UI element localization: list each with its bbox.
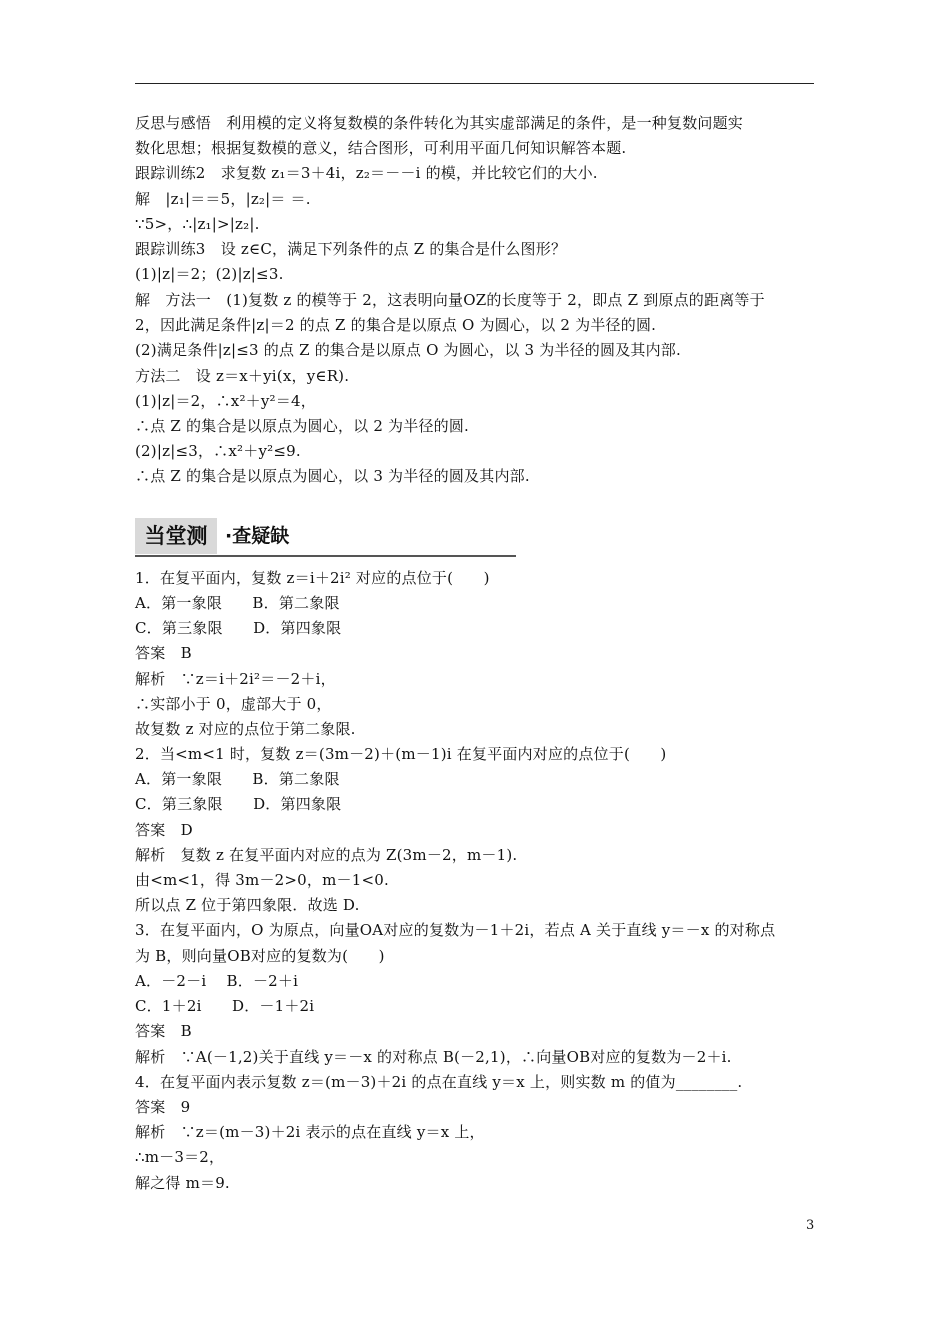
text-line: (1)|z|＝2；(2)|z|≤3.: [135, 265, 284, 283]
section-header: [135, 516, 516, 556]
text-line: 方法二 设 z＝x＋yi(x，y∈R).: [135, 367, 350, 385]
text-line: (2)|z|≤3，∴x²＋y²≤9.: [135, 442, 301, 460]
text-line: 解之得 m＝9.: [135, 1174, 230, 1192]
text-line: A．第一象限 B．第二象限: [135, 770, 340, 788]
text-line: ∵5>，∴|z₁|>|z₂|.: [135, 215, 260, 233]
text-line: 反思与感悟 利用模的定义将复数模的条件转化为其实虚部满足的条件，是一种复数问题实: [135, 114, 744, 132]
text-line: 为 B，则向量OB对应的复数为( ): [135, 947, 385, 965]
header-rule: [135, 83, 814, 84]
text-line: 跟踪训练3 设 z∈C，满足下列条件的点 Z 的集合是什么图形？: [135, 240, 567, 258]
text-line: 由<m<1，得 3m－2>0，m－1<0.: [135, 871, 389, 889]
text-line: 答案 B: [135, 1022, 192, 1040]
text-line: 2．当<m<1 时，复数 z＝(3m－2)＋(m－1)i 在复平面内对应的点位于( ): [135, 745, 667, 763]
text-line: A．第一象限 B．第二象限: [135, 594, 340, 612]
section-underline: [135, 555, 516, 557]
text-line: 答案 9: [135, 1098, 191, 1116]
text-line: (1)|z|＝2，∴x²＋y²＝4，: [135, 392, 316, 410]
text-line: C．第三象限 D．第四象限: [135, 619, 342, 637]
text-line: 4．在复平面内表示复数 z＝(m－3)＋2i 的点在直线 y＝x 上，则实数 m 的值为________.: [135, 1073, 743, 1091]
text-line: (2)满足条件|z|≤3 的点 Z 的集合是以原点 O 为圆心，以 3 为半径的圆及其内部.: [135, 341, 681, 359]
text-line: ∴点 Z 的集合是以原点为圆心，以 2 为半径的圆.: [135, 417, 470, 435]
text-line: C．1＋2i D．－1＋2i: [135, 997, 315, 1015]
text-line: ∴实部小于 0，虚部大于 0，: [135, 695, 332, 713]
text-line: 2，因此满足条件|z|＝2 的点 Z 的集合是以原点 O 为圆心，以 2 为半径的圆.: [135, 316, 657, 334]
text-line: ∴m－3＝2，: [135, 1148, 225, 1166]
text-line: 3．在复平面内，O 为原点，向量OA对应的复数为－1＋2i，若点 A 关于直线 y＝－x 的对称点: [135, 921, 776, 939]
text-line: 解析 ∵z＝i＋2i²＝－2＋i，: [135, 670, 336, 688]
text-line: 跟踪训练2 求复数 z₁＝3＋4i，z₂＝－－i 的模，并比较它们的大小.: [135, 164, 598, 182]
text-line: 数化思想；根据复数模的意义，结合图形，可利用平面几何知识解答本题.: [135, 139, 627, 157]
text-line: 所以点 Z 位于第四象限．故选 D.: [135, 896, 360, 914]
text-line: ∴点 Z 的集合是以原点为圆心，以 3 为半径的圆及其内部.: [135, 467, 530, 485]
text-line: 答案 D: [135, 821, 193, 839]
text-line: A．－2－i B．－2＋i: [135, 972, 299, 990]
text-line: 解析 ∵A(－1,2)关于直线 y＝－x 的对称点 B(－2,1)，∴向量OB对应的复数为－2＋i.: [135, 1048, 732, 1066]
text-line: 答案 B: [135, 644, 192, 662]
text-line: 解 方法一 (1)复数 z 的模等于 2，这表明向量OZ的长度等于 2，即点 Z 到原点的距离等于: [135, 291, 765, 309]
section-title: 当堂测: [135, 518, 217, 554]
text-line: C．第三象限 D．第四象限: [135, 795, 342, 813]
text-line: 解 |z₁|＝＝5，|z₂|＝ ＝.: [135, 190, 311, 208]
text-line: 1．在复平面内，复数 z＝i＋2i² 对应的点位于( ): [135, 569, 490, 587]
section-subtitle: ·查疑缺: [225, 525, 290, 547]
text-line: 故复数 z 对应的点位于第二象限.: [135, 720, 356, 738]
text-line: 解析 ∵z＝(m－3)＋2i 表示的点在直线 y＝x 上，: [135, 1123, 485, 1141]
page-number: 3: [806, 1218, 815, 1233]
text-line: 解析 复数 z 在复平面内对应的点为 Z(3m－2，m－1).: [135, 846, 518, 864]
